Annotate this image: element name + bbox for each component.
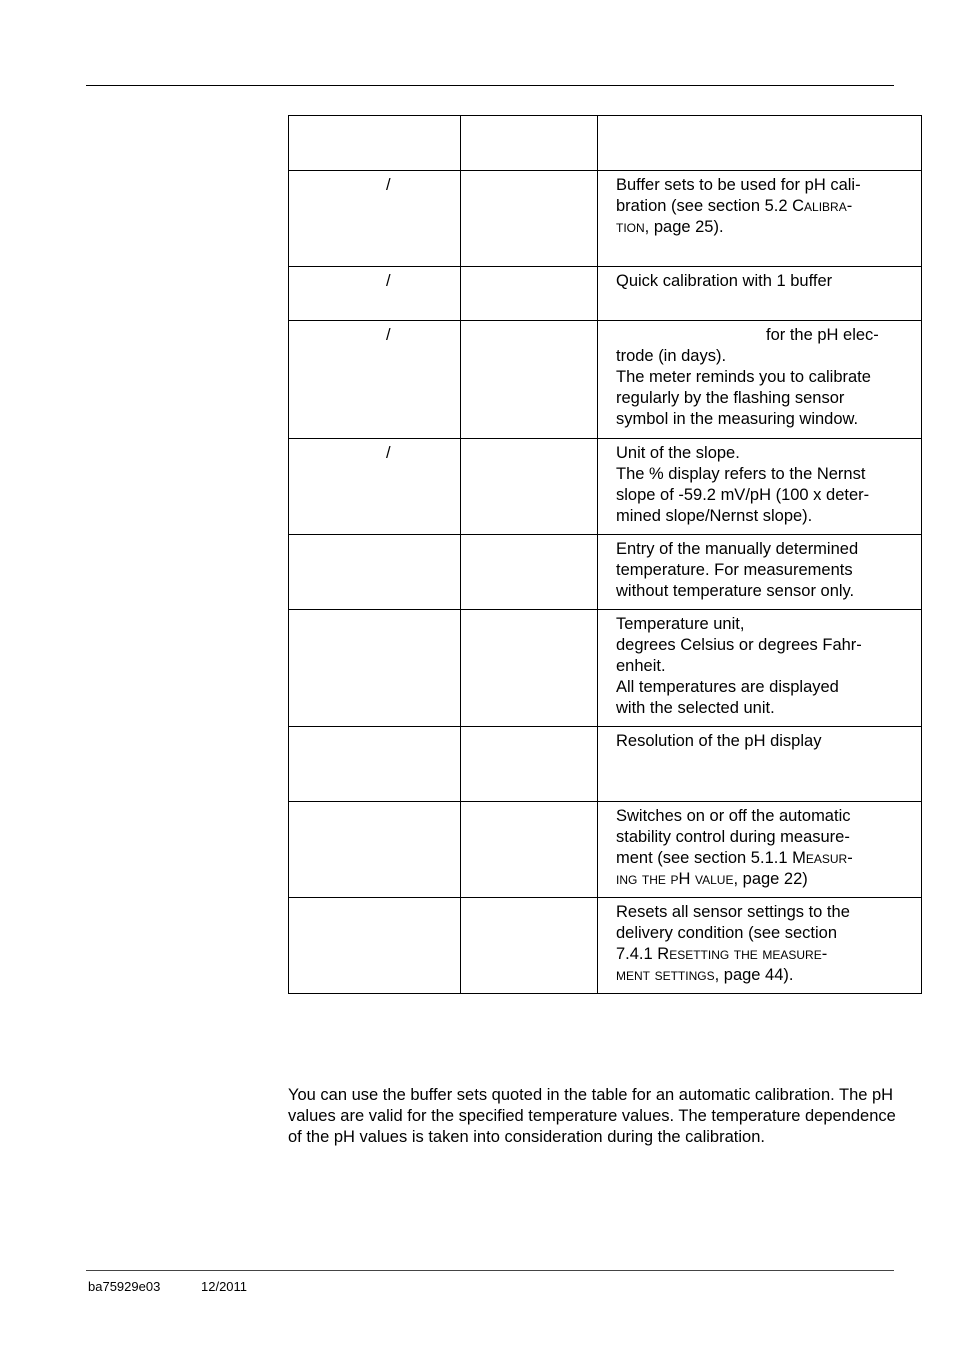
settings-table — [288, 115, 922, 994]
table-row — [289, 727, 922, 802]
section-ref: Resetting the measure- — [657, 945, 828, 963]
desc-line: Buffer sets to be used for pH cali- — [616, 176, 861, 194]
section-ref: ing the pH value — [616, 870, 734, 888]
table-row — [289, 171, 922, 267]
separator-slash: / — [386, 444, 391, 462]
table-header-row — [289, 116, 922, 171]
desc-line: Resolution of the pH display — [616, 732, 822, 750]
section-ref: tion — [616, 218, 645, 236]
footer-doc-id: ba75929e03 — [88, 1279, 161, 1294]
description-cell — [598, 535, 922, 610]
separator-slash: / — [386, 272, 391, 290]
desc-line: mined slope/Nernst slope). — [616, 507, 813, 525]
desc-line: , page 22) — [733, 870, 808, 888]
setting-cell — [289, 439, 461, 535]
description-cell — [598, 439, 922, 535]
desc-line: Unit of the slope. — [616, 444, 740, 462]
desc-line: temperature. For measurements — [616, 561, 853, 579]
desc-line: Entry of the manually determined — [616, 540, 859, 558]
desc-line: All temperatures are displayed — [616, 678, 839, 696]
setting-cell — [289, 610, 461, 727]
desc-line: , page 25). — [644, 218, 724, 236]
header-cell-selection — [461, 116, 598, 171]
desc-line: The meter reminds you to calibrate — [616, 368, 871, 386]
selection-cell — [461, 267, 598, 321]
separator-slash: / — [386, 176, 391, 194]
setting-cell — [289, 898, 461, 994]
desc-line: ment (see section 5.1.1 — [616, 849, 793, 867]
desc-line: for the pH elec- — [766, 326, 879, 344]
desc-line: The % display refers to the Nernst — [616, 465, 866, 483]
header-rule — [86, 85, 894, 86]
table-row — [289, 802, 922, 898]
footer-rule — [86, 1270, 894, 1271]
desc-line: trode (in days). — [616, 347, 727, 365]
setting-cell — [289, 727, 461, 802]
desc-line: degrees Celsius or degrees Fahr- — [616, 636, 862, 654]
header-cell-description — [598, 116, 922, 171]
desc-line: Quick calibration with 1 buffer — [616, 272, 833, 290]
setting-cell — [289, 171, 461, 267]
desc-line: Switches on or off the automatic — [616, 807, 851, 825]
setting-cell — [289, 535, 461, 610]
header-cell-setting — [289, 116, 461, 171]
table-row — [289, 610, 922, 727]
description-cell — [598, 898, 922, 994]
section-ref: Measur- — [792, 849, 853, 867]
setting-cell — [289, 802, 461, 898]
table-row — [289, 535, 922, 610]
table-row — [289, 898, 922, 994]
section-ref: Calibra- — [792, 197, 853, 215]
selection-cell — [461, 535, 598, 610]
desc-line: without temperature sensor only. — [616, 582, 855, 600]
separator-slash: / — [386, 326, 391, 344]
footer-date: 12/2011 — [201, 1279, 248, 1294]
desc-line: Temperature unit, — [616, 615, 745, 633]
selection-cell — [461, 610, 598, 727]
desc-line: slope of -59.2 mV/pH (100 x deter- — [616, 486, 870, 504]
table-row — [289, 267, 922, 321]
desc-line: regularly by the flashing sensor — [616, 389, 845, 407]
description-cell — [598, 267, 922, 321]
desc-line: bration (see section 5.2 — [616, 197, 793, 215]
setting-cell — [289, 321, 461, 439]
selection-cell — [461, 898, 598, 994]
selection-cell — [461, 321, 598, 439]
selection-cell — [461, 802, 598, 898]
desc-line: enheit. — [616, 657, 666, 675]
section-ref: ment settings — [616, 966, 715, 984]
desc-line: with the selected unit. — [616, 699, 775, 717]
desc-line: , page 44). — [714, 966, 794, 984]
desc-line: symbol in the measuring window. — [616, 410, 859, 428]
selection-cell — [461, 727, 598, 802]
desc-line: Resets all sensor settings to the — [616, 903, 850, 921]
desc-line: stability control during measure- — [616, 828, 850, 846]
selection-cell — [461, 171, 598, 267]
desc-line: delivery condition (see section — [616, 924, 838, 942]
description-cell — [598, 610, 922, 727]
description-cell — [598, 171, 922, 267]
description-cell — [598, 321, 922, 439]
setting-cell — [289, 267, 461, 321]
table-row — [289, 321, 922, 439]
desc-line: 7.4.1 — [616, 945, 658, 963]
description-cell — [598, 802, 922, 898]
selection-cell — [461, 439, 598, 535]
table-row — [289, 439, 922, 535]
description-cell — [598, 727, 922, 802]
intro-paragraph: You can use the buffer sets quoted in the table for an automatic calibration. The pH values are valid for the specified temperature values. The temperature dependence of the pH values is taken into consideration during the calibration. — [288, 1086, 896, 1146]
